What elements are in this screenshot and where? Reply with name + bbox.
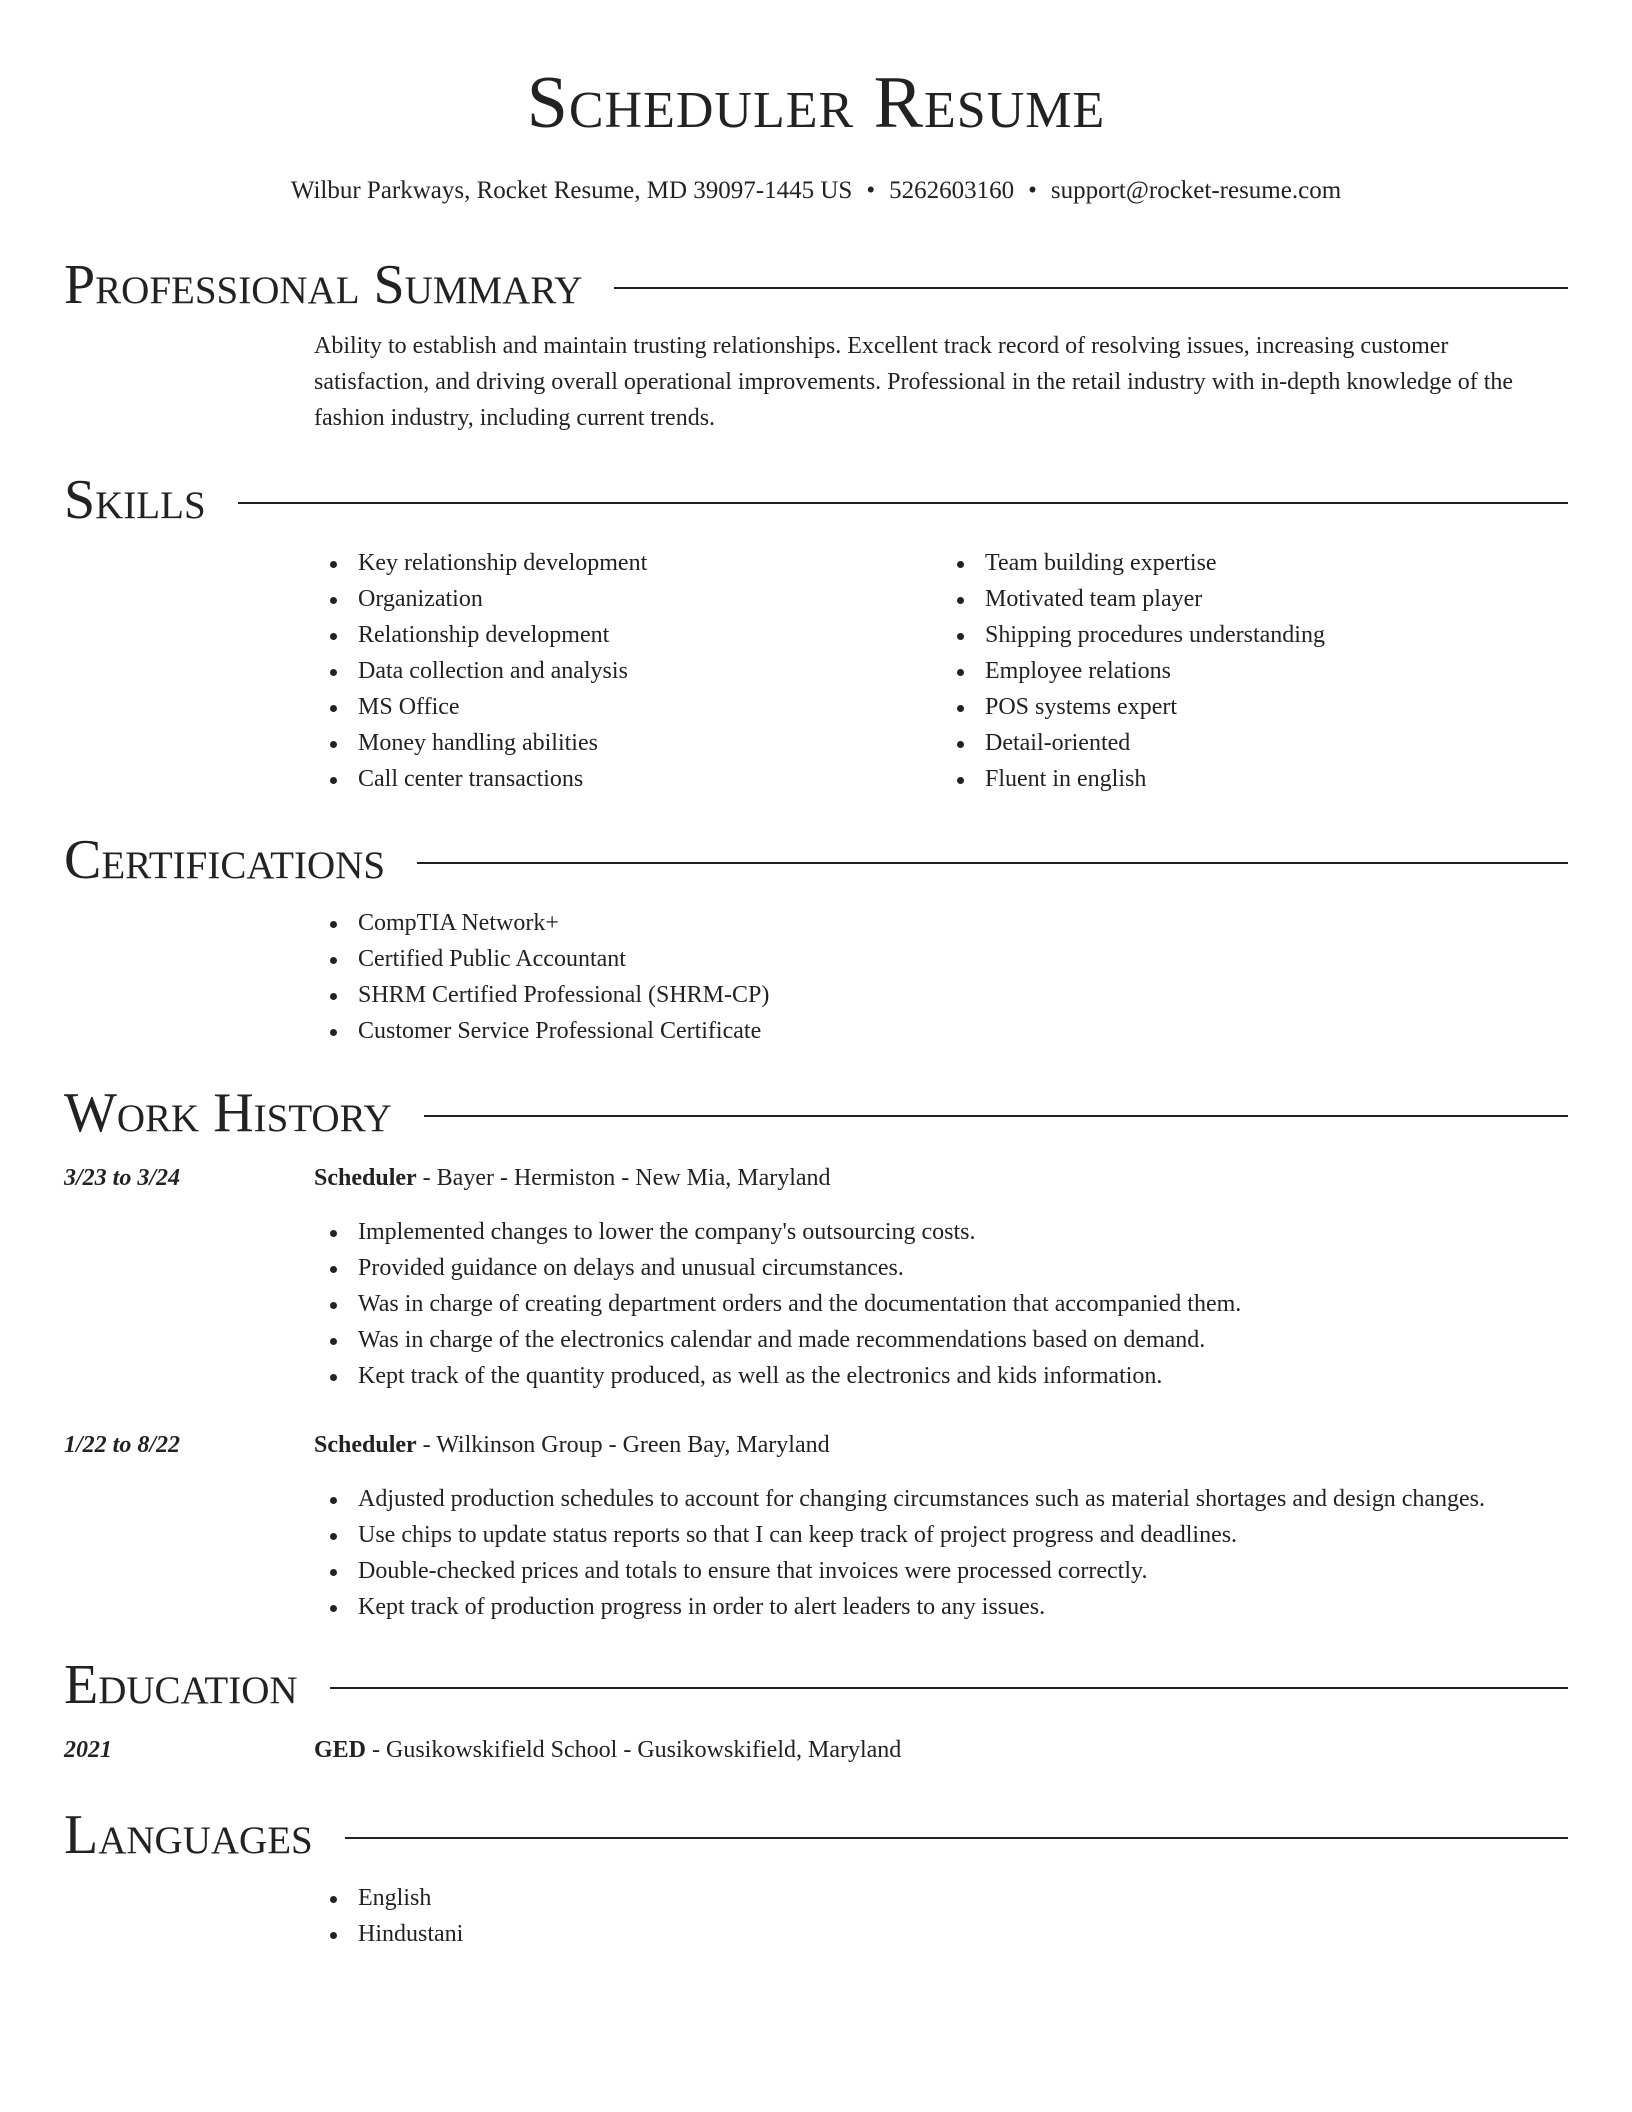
list-item: Data collection and analysis <box>358 653 941 689</box>
list-item: Certified Public Accountant <box>358 941 1568 977</box>
list-item: Relationship development <box>358 617 941 653</box>
education-header <box>64 1650 1568 1720</box>
certifications-content <box>314 905 1568 1049</box>
list-item: Employee relations <box>985 653 1568 689</box>
list-item: Fluent in english <box>985 761 1568 797</box>
languages-heading: Languages <box>64 1804 313 1866</box>
resume-title: Scheduler Resume <box>526 62 1106 144</box>
skills-list <box>314 545 1568 797</box>
job-title-line <box>314 1160 1568 1196</box>
work-history-heading: Work History <box>64 1082 392 1144</box>
list-item: Detail-oriented <box>985 725 1568 761</box>
list-item: Call center transactions <box>358 761 941 797</box>
languages-header <box>64 1800 1568 1870</box>
summary-section <box>64 250 1568 436</box>
section-divider <box>614 287 1568 289</box>
job-dates: 3/23 to 3/24 <box>64 1165 181 1191</box>
list-item: Double-checked prices and totals to ensure that invoices were processed correctly. <box>358 1553 1568 1589</box>
section-divider <box>417 862 1568 864</box>
section-divider <box>424 1115 1568 1117</box>
list-item: Customer Service Professional Certificate <box>358 1013 1568 1049</box>
list-item: Was in charge of creating department orders and the documentation that accompanied them. <box>358 1286 1568 1322</box>
list-item: CompTIA Network+ <box>358 905 1568 941</box>
education-title-line <box>314 1732 1568 1768</box>
section-divider <box>330 1687 1568 1689</box>
list-item: Team building expertise <box>985 545 1568 581</box>
list-item: Shipping procedures understanding <box>985 617 1568 653</box>
skills-section <box>64 465 1568 797</box>
list-item: Provided guidance on delays and unusual circumstances. <box>358 1250 1568 1286</box>
contact-separator: • <box>866 177 876 204</box>
job-role: Scheduler <box>314 1165 417 1191</box>
languages-section <box>64 1800 1568 1952</box>
list-item: Adjusted production schedules to account for changing circumstances such as material shortages and design changes. <box>358 1481 1568 1517</box>
certifications-section <box>64 825 1568 1049</box>
summary-text: Ability to establish and maintain trusting relationships. Excellent track record of resolving issues, increasing customer satisfaction, and driving overall operational improvements. Professional in the retail industry with in-depth knowledge of the fashion industry, including current trends. <box>314 333 1514 431</box>
contact-email: support@rocket-resume.com <box>1050 177 1342 204</box>
certifications-heading: Certifications <box>64 829 386 891</box>
job-entry <box>64 1427 1568 1625</box>
job-title-line <box>314 1427 1568 1463</box>
skills-column-right <box>941 545 1568 797</box>
list-item: Key relationship development <box>358 545 941 581</box>
contact-line <box>64 174 1568 208</box>
contact-separator: • <box>1028 177 1037 204</box>
certifications-list <box>314 905 1568 1049</box>
section-divider <box>345 1837 1568 1839</box>
summary-heading: Professional Summary <box>64 254 583 316</box>
list-item: Money handling abilities <box>358 725 941 761</box>
list-item: POS systems expert <box>985 689 1568 725</box>
work-history-section <box>64 1078 1568 1625</box>
certifications-header <box>64 825 1568 895</box>
job-bullets <box>314 1214 1568 1394</box>
list-item: Hindustani <box>358 1916 1568 1952</box>
work-history-header <box>64 1078 1568 1148</box>
education-degree: GED <box>314 1737 367 1763</box>
list-item: English <box>358 1880 1568 1916</box>
education-details: - Gusikowskifield School - Gusikowskifield, Maryland <box>366 1737 902 1763</box>
job-details: - Bayer - Hermiston - New Mia, Maryland <box>416 1165 831 1191</box>
list-item: Kept track of production progress in order to alert leaders to any issues. <box>358 1589 1568 1625</box>
education-year: 2021 <box>64 1737 112 1763</box>
list-item: Was in charge of the electronics calendar and made recommendations based on demand. <box>358 1322 1568 1358</box>
list-item: MS Office <box>358 689 941 725</box>
languages-content <box>314 1880 1568 1952</box>
job-details: - Wilkinson Group - Green Bay, Maryland <box>416 1432 830 1458</box>
section-divider <box>238 502 1568 504</box>
job-bullets <box>314 1481 1568 1625</box>
job-role: Scheduler <box>314 1432 417 1458</box>
list-item: Implemented changes to lower the company's outsourcing costs. <box>358 1214 1568 1250</box>
skills-header <box>64 465 1568 535</box>
list-item: Use chips to update status reports so that I can keep track of project progress and deadlines. <box>358 1517 1568 1553</box>
education-section <box>64 1650 1568 1768</box>
summary-content <box>314 328 1568 436</box>
list-item: SHRM Certified Professional (SHRM-CP) <box>358 977 1568 1013</box>
list-item: Kept track of the quantity produced, as well as the electronics and kids information. <box>358 1358 1568 1394</box>
skills-column-left <box>314 545 941 797</box>
education-heading: Education <box>64 1654 298 1716</box>
job-dates: 1/22 to 8/22 <box>64 1432 181 1458</box>
skills-heading: Skills <box>64 469 206 531</box>
summary-header <box>64 250 1568 320</box>
contact-address: Wilbur Parkways, Rocket Resume, MD 39097-1445 US <box>290 177 853 204</box>
education-entry <box>64 1732 1568 1768</box>
list-item: Organization <box>358 581 941 617</box>
contact-phone: 5262603160 <box>889 177 1015 204</box>
job-entry <box>64 1160 1568 1394</box>
list-item: Motivated team player <box>985 581 1568 617</box>
languages-list <box>314 1880 1568 1952</box>
